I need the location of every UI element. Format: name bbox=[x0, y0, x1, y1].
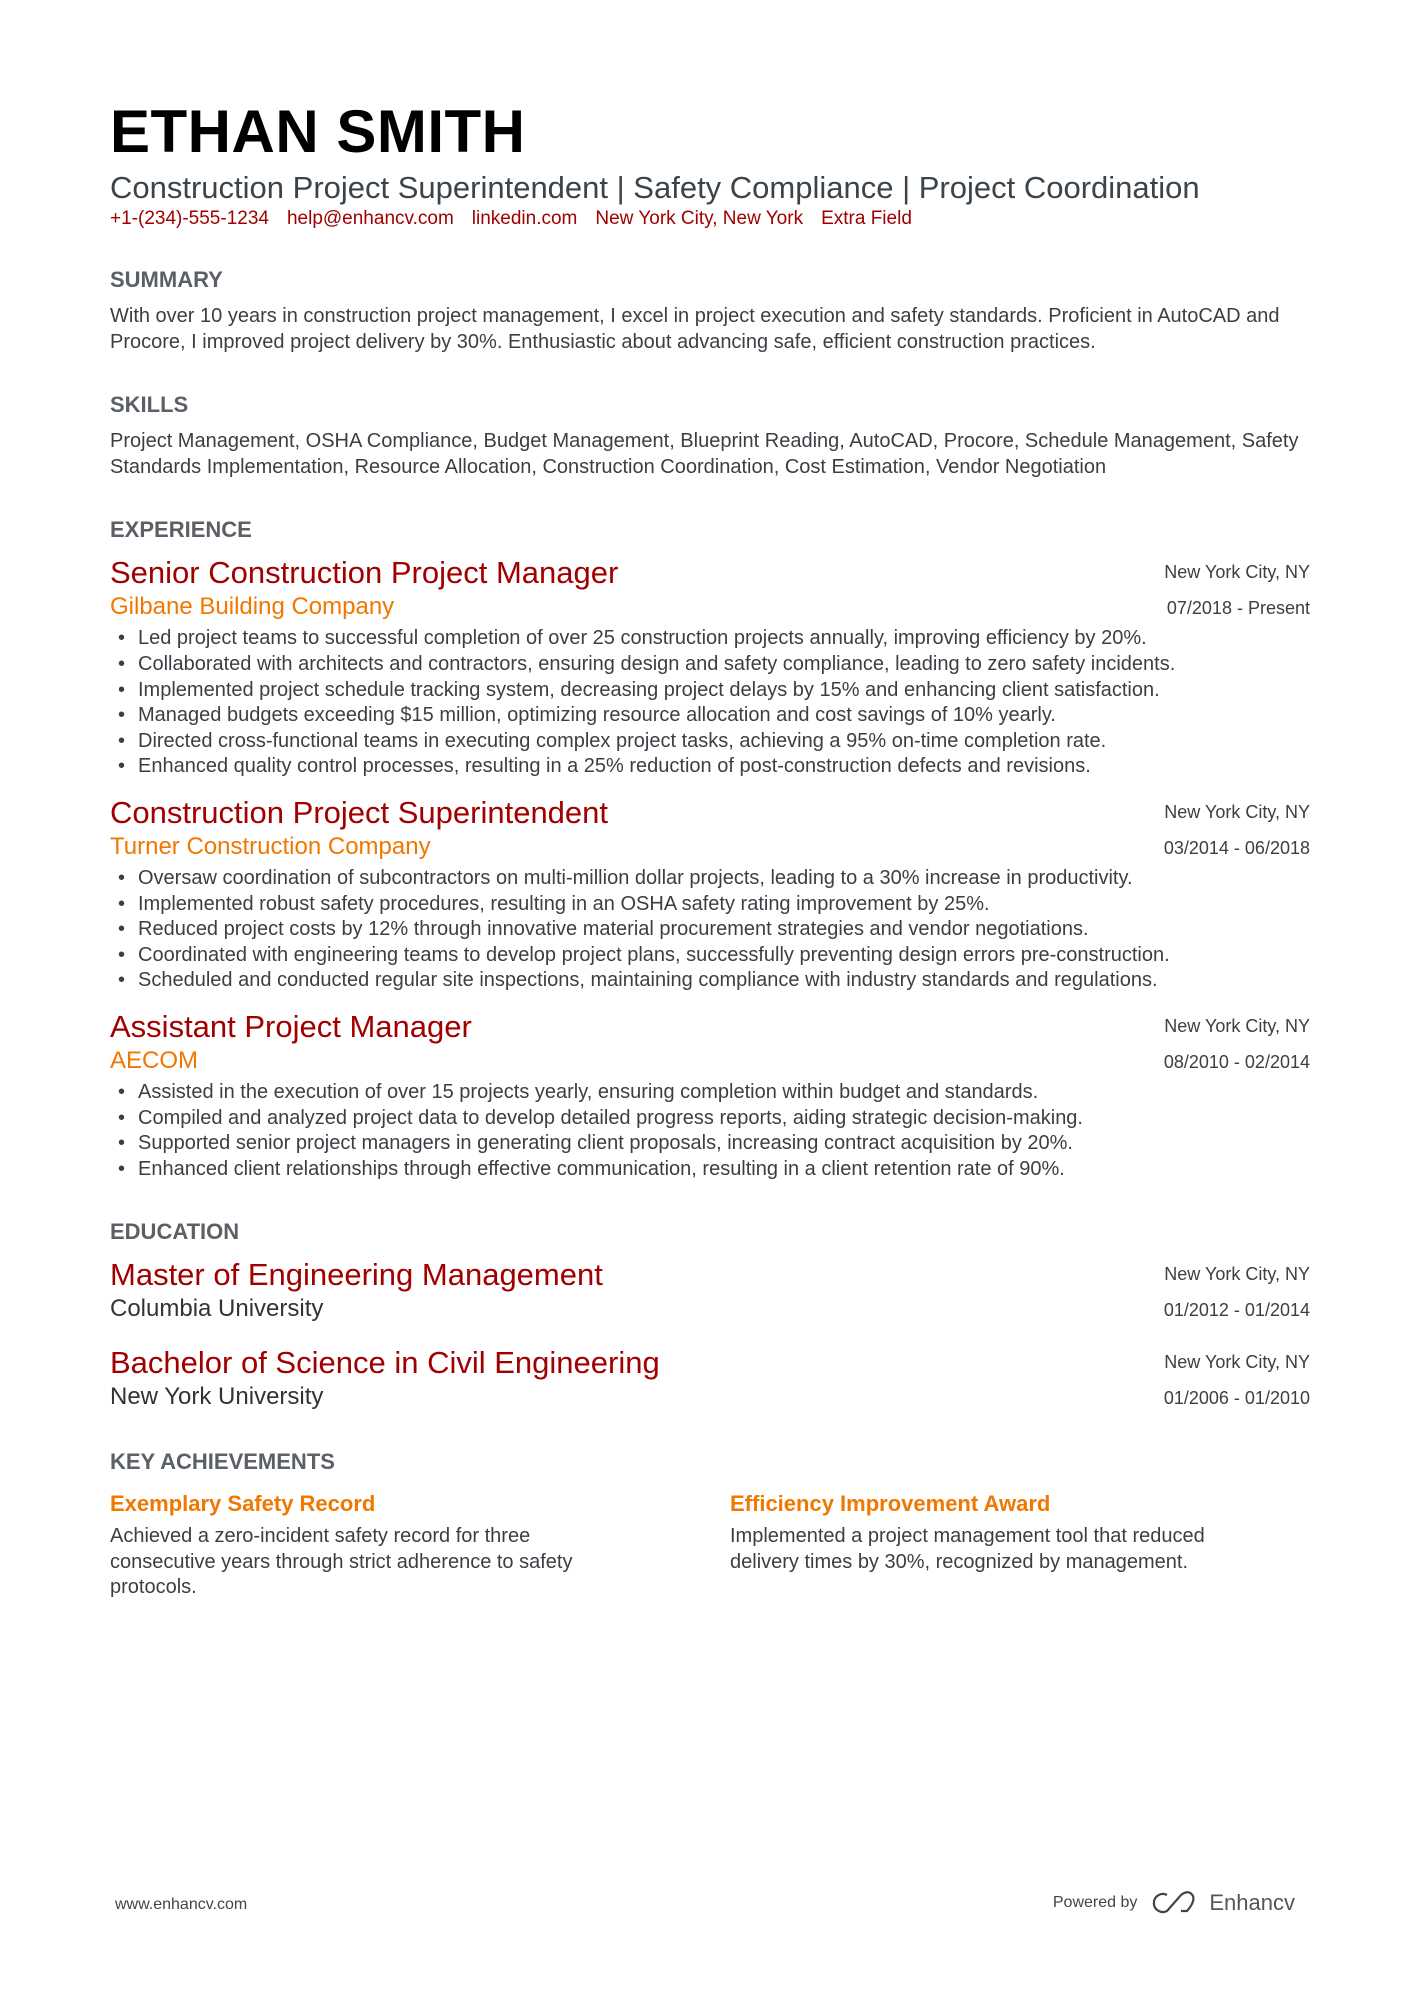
bullet-list bbox=[110, 866, 1310, 994]
experience-entry bbox=[110, 1008, 1310, 1182]
company: AECOM bbox=[110, 1046, 199, 1074]
achievement-text: Achieved a zero-incident safety record for three consecutive years through strict adherence to safety protocols. bbox=[110, 1525, 573, 1599]
bullet: • Supported senior project managers in generating client proposals, increasing contract acquisition by 20%. bbox=[110, 1131, 1310, 1157]
company: Gilbane Building Company bbox=[110, 593, 395, 621]
edu-location: New York City, NY bbox=[1164, 1352, 1310, 1373]
contact-info bbox=[110, 206, 1310, 232]
bullet-list bbox=[110, 1080, 1310, 1182]
bullet: • Enhanced quality control processes, resulting in a 25% reduction of post-construction defects and revisions. bbox=[110, 754, 1310, 780]
enhancv-logo-icon bbox=[1149, 1890, 1197, 1916]
footer bbox=[115, 1890, 1295, 1915]
experience-heading: EXPERIENCE bbox=[110, 517, 252, 543]
bullet: • Implemented robust safety procedures, resulting in an OSHA safety rating improvement by 25%. bbox=[110, 892, 1310, 918]
degree: Bachelor of Science in Civil Engineering bbox=[110, 1345, 660, 1381]
bullet: • Coordinated with engineering teams to develop project plans, successfully preventing design errors pre-construction. bbox=[110, 943, 1310, 969]
job-title: Construction Project Superintendent bbox=[110, 794, 609, 830]
bullet: • Assisted in the execution of over 15 projects yearly, ensuring completion within budget and standards. bbox=[110, 1080, 1310, 1106]
linkedin-link[interactable]: linkedin.com bbox=[471, 208, 578, 229]
powered-by: Powered by bbox=[1052, 1894, 1138, 1911]
achievement-text: Implemented a project management tool that reduced delivery times by 30%, recognized by management. bbox=[730, 1525, 1205, 1573]
bullet: • Scheduled and conducted regular site inspections, maintaining compliance with industry standards and regulations. bbox=[110, 968, 1310, 994]
school: New York University bbox=[110, 1383, 324, 1411]
job-meta bbox=[1164, 1008, 1310, 1080]
job-title: Senior Construction Project Manager bbox=[110, 555, 619, 591]
skills-text: Project Management, OSHA Compliance, Budget Management, Blueprint Reading, AutoCAD, Procore, Schedule Management, Safety Standards Implementation, Resource Allocation, Construction Coordination, Cost Estimation, Vendor Negotiation bbox=[110, 430, 1299, 478]
bullet: • Directed cross-functional teams in executing complex project tasks, achieving a 95% on-time completion rate. bbox=[110, 729, 1310, 755]
job-location: New York City, NY bbox=[1164, 562, 1310, 583]
job-location: New York City, NY bbox=[1164, 801, 1310, 822]
achievement bbox=[730, 1490, 1260, 1601]
location: New York City, New York bbox=[595, 208, 804, 229]
achievements-list bbox=[110, 1490, 1310, 1601]
job-title: Assistant Project Manager bbox=[110, 1008, 472, 1044]
email-link[interactable]: help@enhancv.com bbox=[286, 208, 454, 229]
achievement-title: Exemplary Safety Record bbox=[110, 1491, 376, 1517]
edu-dates: 01/2012 - 01/2014 bbox=[1163, 1300, 1310, 1321]
summary-heading: SUMMARY bbox=[110, 267, 223, 292]
education-heading: EDUCATION bbox=[110, 1219, 240, 1245]
resume bbox=[110, 98, 1310, 1601]
job-dates: 08/2010 - 02/2014 bbox=[1163, 1051, 1310, 1072]
bullet-list bbox=[110, 626, 1310, 780]
job-dates: 03/2014 - 06/2018 bbox=[1163, 837, 1310, 858]
experience-entry bbox=[110, 794, 1310, 994]
job-location: New York City, NY bbox=[1164, 1015, 1310, 1036]
achievement bbox=[110, 1490, 640, 1601]
bullet: • Led project teams to successful completion of over 25 construction projects annually, improving efficiency by 20%. bbox=[110, 626, 1310, 652]
bullet: • Compiled and analyzed project data to develop detailed progress reports, aiding strategic decision-making. bbox=[110, 1106, 1310, 1132]
bullet: • Managed budgets exceeding $15 million, optimizing resource allocation and cost savings of 10% yearly. bbox=[110, 703, 1310, 729]
edu-dates: 01/2006 - 01/2010 bbox=[1163, 1388, 1310, 1409]
degree: Master of Engineering Management bbox=[110, 1257, 603, 1293]
bullet: • Oversaw coordination of subcontractors on multi-million dollar projects, leading to a 30% increase in productivity. bbox=[110, 866, 1310, 892]
candidate-title: Construction Project Superintendent | Safety Compliance | Project Coordination bbox=[110, 170, 1200, 205]
brand-name: Enhancv bbox=[1209, 1890, 1295, 1915]
phone: +1-(234)-555-1234 bbox=[110, 208, 269, 229]
extra-field: Extra Field bbox=[821, 208, 912, 229]
edu-meta bbox=[1164, 1256, 1310, 1328]
experience-entry bbox=[110, 554, 1310, 780]
education-entry bbox=[110, 1256, 1310, 1324]
job-meta bbox=[1164, 794, 1310, 866]
skills-heading: SKILLS bbox=[110, 392, 189, 418]
job-dates: 07/2018 - Present bbox=[1166, 598, 1310, 619]
bullet: • Implemented project schedule tracking system, decreasing project delays by 15% and enhancing client satisfaction. bbox=[110, 678, 1310, 704]
edu-location: New York City, NY bbox=[1164, 1264, 1310, 1285]
bullet: • Collaborated with architects and contractors, ensuring design and safety compliance, leading to zero safety incidents. bbox=[110, 652, 1310, 678]
edu-meta bbox=[1164, 1344, 1310, 1416]
job-meta bbox=[1164, 554, 1310, 626]
achievement-title: Efficiency Improvement Award bbox=[730, 1491, 1051, 1517]
school: Columbia University bbox=[110, 1295, 324, 1323]
achievements-heading: KEY ACHIEVEMENTS bbox=[110, 1449, 335, 1475]
bullet: • Reduced project costs by 12% through innovative material procurement strategies and vendor negotiations. bbox=[110, 917, 1310, 943]
bullet: • Enhanced client relationships through effective communication, resulting in a client retention rate of 90%. bbox=[110, 1157, 1310, 1183]
company: Turner Construction Company bbox=[110, 832, 431, 860]
website-link[interactable]: www.enhancv.com bbox=[115, 1896, 248, 1913]
summary-text: With over 10 years in construction project management, I excel in project execution and safety standards. Proficient in AutoCAD and Procore, I improved project delivery by 30%. Enthusiastic about advancing safe, efficient construction practices. bbox=[110, 305, 1280, 353]
candidate-name: ETHAN SMITH bbox=[110, 98, 526, 165]
education-entry bbox=[110, 1344, 1310, 1412]
